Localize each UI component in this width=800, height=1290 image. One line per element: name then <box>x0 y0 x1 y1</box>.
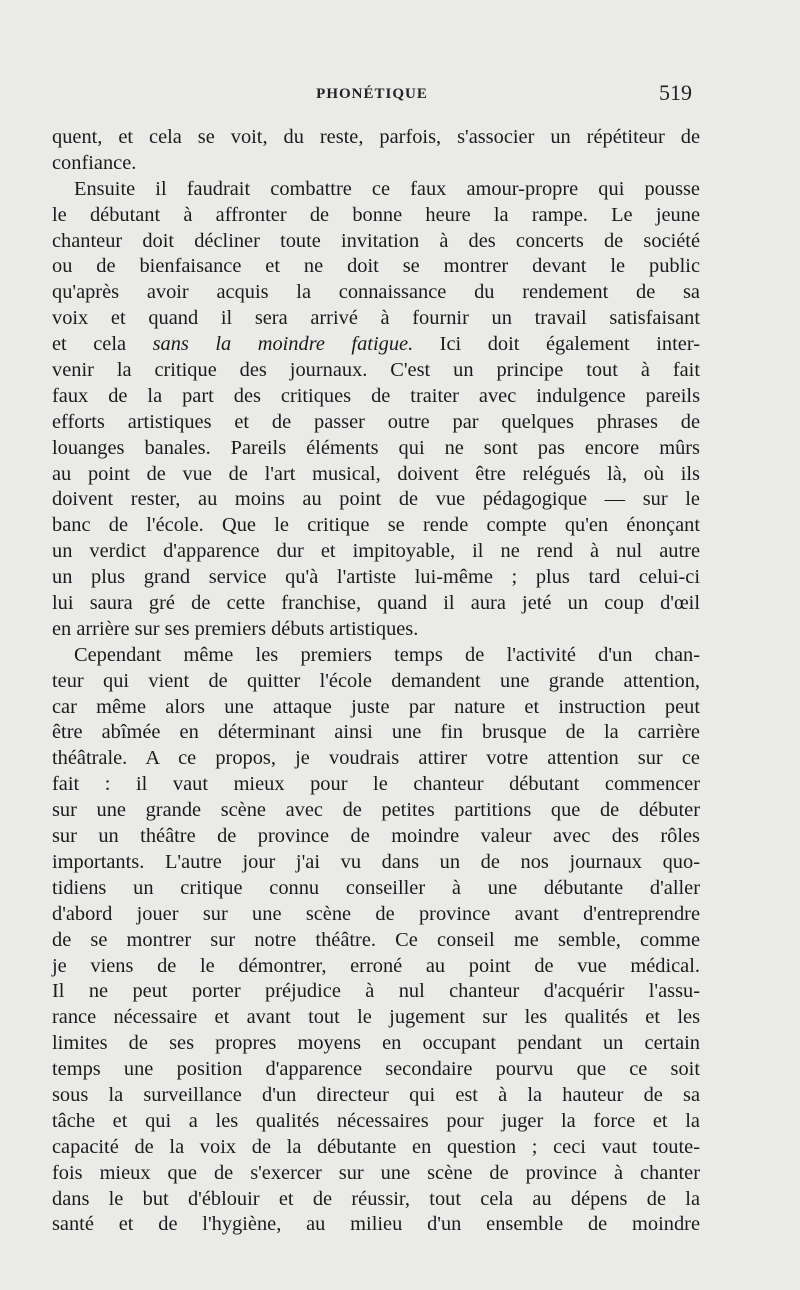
text-line: teur qui vient de quitter l'école demandent une grande attention, <box>52 669 700 692</box>
text-line: voix et quand il sera arrivé à fournir un travail satisfaisant <box>52 307 700 330</box>
text-line: un verdict d'apparence dur et impitoyable, il ne rend à nul autre <box>52 540 700 563</box>
text-line: de se montrer sur notre théâtre. Ce conseil me semble, comme <box>52 928 700 951</box>
text-line: importants. L'autre jour j'ai vu dans un de nos journaux quo- <box>52 850 700 873</box>
text-line: fois mieux que de s'exercer sur une scène de province à chanter <box>52 1161 700 1184</box>
text-line: d'abord jouer sur une scène de province avant d'entreprendre <box>52 902 700 925</box>
text-line: sur un théâtre de province de moindre valeur avec des rôles <box>52 825 700 848</box>
text-line: louanges banales. Pareils éléments qui ne sont pas encore mûrs <box>52 436 700 459</box>
text-line: en arrière sur ses premiers débuts artistiques. <box>52 617 419 640</box>
text-run: et cela <box>52 333 153 356</box>
text-line: doivent rester, au moins au point de vue pédagogique — sur le <box>52 488 700 511</box>
text-line: quent, et cela se voit, du reste, parfois, s'associer un répétiteur de <box>52 126 700 148</box>
page-number: 519 <box>659 80 692 105</box>
text-line: capacité de la voix de la débutante en question ; ceci vaut toute- <box>52 1135 700 1158</box>
text-line: qu'après avoir acquis la connaissance du rendement de sa <box>52 281 700 304</box>
text-line: car même alors une attaque juste par nature et instruction peut <box>52 695 700 718</box>
text-line: sur une grande scène avec de petites partitions que de débuter <box>52 799 700 822</box>
text-line: banc de l'école. Que le critique se rende compte qu'en énonçant <box>52 514 700 537</box>
text-line: temps une position d'apparence secondaire pourvu que ce soit <box>52 1058 700 1081</box>
text-line: sous la surveillance d'un directeur qui est à la hauteur de sa <box>52 1083 700 1106</box>
text-line: limites de ses propres moyens en occupant pendant un certain <box>52 1032 700 1055</box>
text-line: fait : il vaut mieux pour le chanteur débutant commencer <box>52 773 700 796</box>
text-line: le débutant à affronter de bonne heure la rampe. Le jeune <box>52 203 700 226</box>
text-line: Cependant même les premiers temps de l'activité d'un chan- <box>74 643 700 666</box>
page-header <box>52 80 692 110</box>
text-line: tâche et qui a les qualités nécessaires pour juger la force et la <box>52 1109 700 1132</box>
text-line: Ensuite il faudrait combattre ce faux amour-propre qui pousse <box>74 177 700 200</box>
text-line: tidiens un critique connu conseiller à une débutante d'aller <box>52 876 700 899</box>
text-line: rance nécessaire et avant tout le jugement sur les qualités et les <box>52 1006 700 1029</box>
text-line: faux de la part des critiques de traiter avec indulgence pareils <box>52 384 700 407</box>
text-line: venir la critique des journaux. C'est un principe tout à fait <box>52 359 700 382</box>
italic-phrase: sans la moindre fatigue. <box>152 333 414 356</box>
text-line: je viens de le démontrer, erroné au point de vue médical. <box>52 954 700 977</box>
text-line: dans le but d'éblouir et de réussir, tout cela au dépens de la <box>52 1187 700 1210</box>
text-line: santé et de l'hygiène, au milieu d'un ensemble de moindre <box>52 1213 700 1236</box>
text-line: être abîmée en déterminant ainsi une fin brusque de la carrière <box>52 721 700 744</box>
text-line: théâtrale. A ce propos, je voudrais attirer votre attention sur ce <box>52 747 700 770</box>
text-line: un plus grand service qu'à l'artiste lui-même ; plus tard celui-ci <box>52 566 700 589</box>
body-text <box>52 125 700 1238</box>
text-line: chanteur doit décliner toute invitation à des concerts de société <box>52 229 700 252</box>
text-line: lui saura gré de cette franchise, quand il aura jeté un coup d'œil <box>52 592 700 615</box>
text-line: efforts artistiques et de passer outre par quelques phrases de <box>52 410 700 433</box>
text-line: confiance. <box>52 151 137 174</box>
text-line: Il ne peut porter préjudice à nul chanteur d'acquérir l'assu- <box>52 980 700 1003</box>
text-line: ou de bienfaisance et ne doit se montrer devant le public <box>52 255 700 278</box>
text-line <box>52 332 700 358</box>
running-title: PHONÉTIQUE <box>316 86 428 102</box>
text-run: Ici doit également inter- <box>413 333 700 356</box>
text-line: au point de vue de l'art musical, doivent être relégués là, où ils <box>52 462 700 485</box>
